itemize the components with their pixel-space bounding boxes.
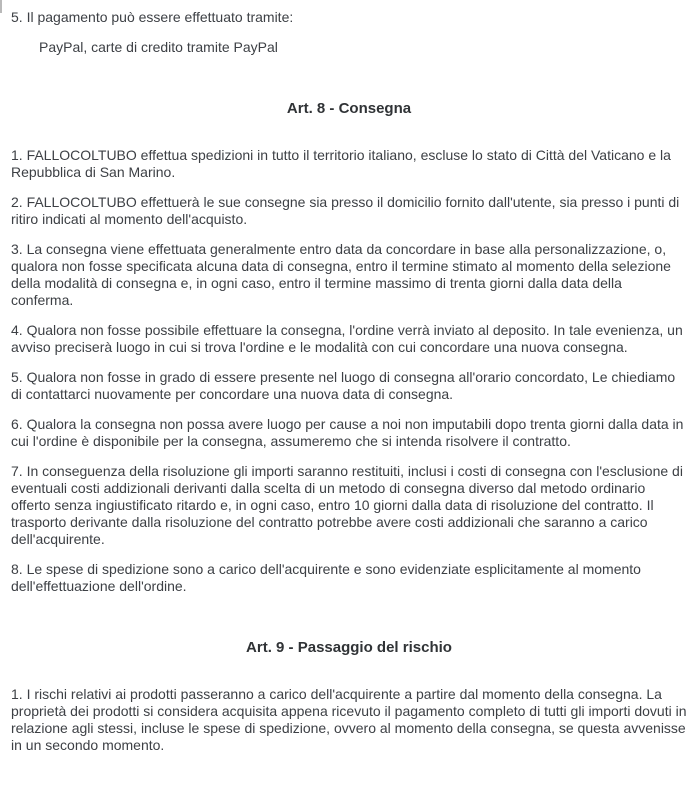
paragraph-art8-8: 8. Le spese di spedizione sono a carico dell'acquirente e sono evidenziate esplicitamente al momento dell'effettuazione dell'ordine. (11, 561, 641, 594)
paragraph-art8-5: 5. Qualora non fosse in grado di essere presente nel luogo di consegna all'orario concordato, Le chiediamo di contattarci nuovamente per concordare una nuova data di consegna. (11, 369, 676, 402)
payment-methods-line: PayPal, carte di credito tramite PayPal (39, 39, 278, 55)
paragraph-art8-2: 2. FALLOCOLTUBO effettuerà le sue consegne sia presso il domicilio fornito dall'utente, sia presso i punti di ritiro indicati al momento dell'acquisto. (11, 194, 680, 227)
screen-edge-artifact (0, 0, 2, 13)
paragraph-art8-4: 4. Qualora non fosse possibile effettuare la consegna, l'ordine verrà inviato al deposito. In tale evenienza, un avviso preciserà luogo in cui si trova l'ordine e le modalità con cui concordare una nuova consegna. (11, 322, 683, 355)
heading-art-8-consegna: Art. 8 - Consegna (286, 100, 412, 117)
heading-art-9-passaggio-del-rischio: Art. 9 - Passaggio del rischio (246, 639, 452, 656)
paragraph-art8-7: 7. In conseguenza della risoluzione gli importi saranno restituiti, inclusi i costi di consegna con l'esclusione di eventuali costi addizionali derivanti dalla scelta di un metodo di consegna diverso dal metodo ordinario offerto senza ingiustificato ritardo e, in ogni caso, entro 10 giorni dalla data di risoluzione del contratto. Il trasporto derivante dalla risoluzione del contratto potrebbe avere costi addizionali che saranno a carico dell'acquirente. (11, 463, 683, 547)
paragraph-art8-1: 1. FALLOCOLTUBO effettua spedizioni in tutto il territorio italiano, escluse lo stato di Città del Vaticano e la Repubblica di San Marino. (11, 147, 671, 180)
paragraph-art9-1: 1. I rischi relativi ai prodotti passeranno a carico dell'acquirente a partire dal momento della consegna. La proprietà dei prodotti si considera acquisita appena ricevuto il pagamento completo di tutti gli importi dovuti in relazione agli stessi, incluse le spese di spedizione, ovvero al momento della consegna, se questa avvenisse in un secondo momento. (11, 686, 687, 753)
paragraph-payment-intro: 5. Il pagamento può essere effettuato tramite: (11, 9, 294, 25)
paragraph-art8-6: 6. Qualora la consegna non possa avere luogo per cause a noi non imputabili dopo trenta giorni dalla data in cui l'ordine è disponibile per la consegna, assumeremo che si intenda risolvere il contratto. (11, 416, 684, 449)
paragraph-art8-3: 3. La consegna viene effettuata generalmente entro data da concordare in base alla personalizzazione, o, qualora non fosse specificata alcuna data di consegna, entro il termine stimato al momento della selezione della modalità di consegna e, in ogni caso, entro il termine massimo di trenta giorni dalla data della conferma. (11, 241, 671, 308)
